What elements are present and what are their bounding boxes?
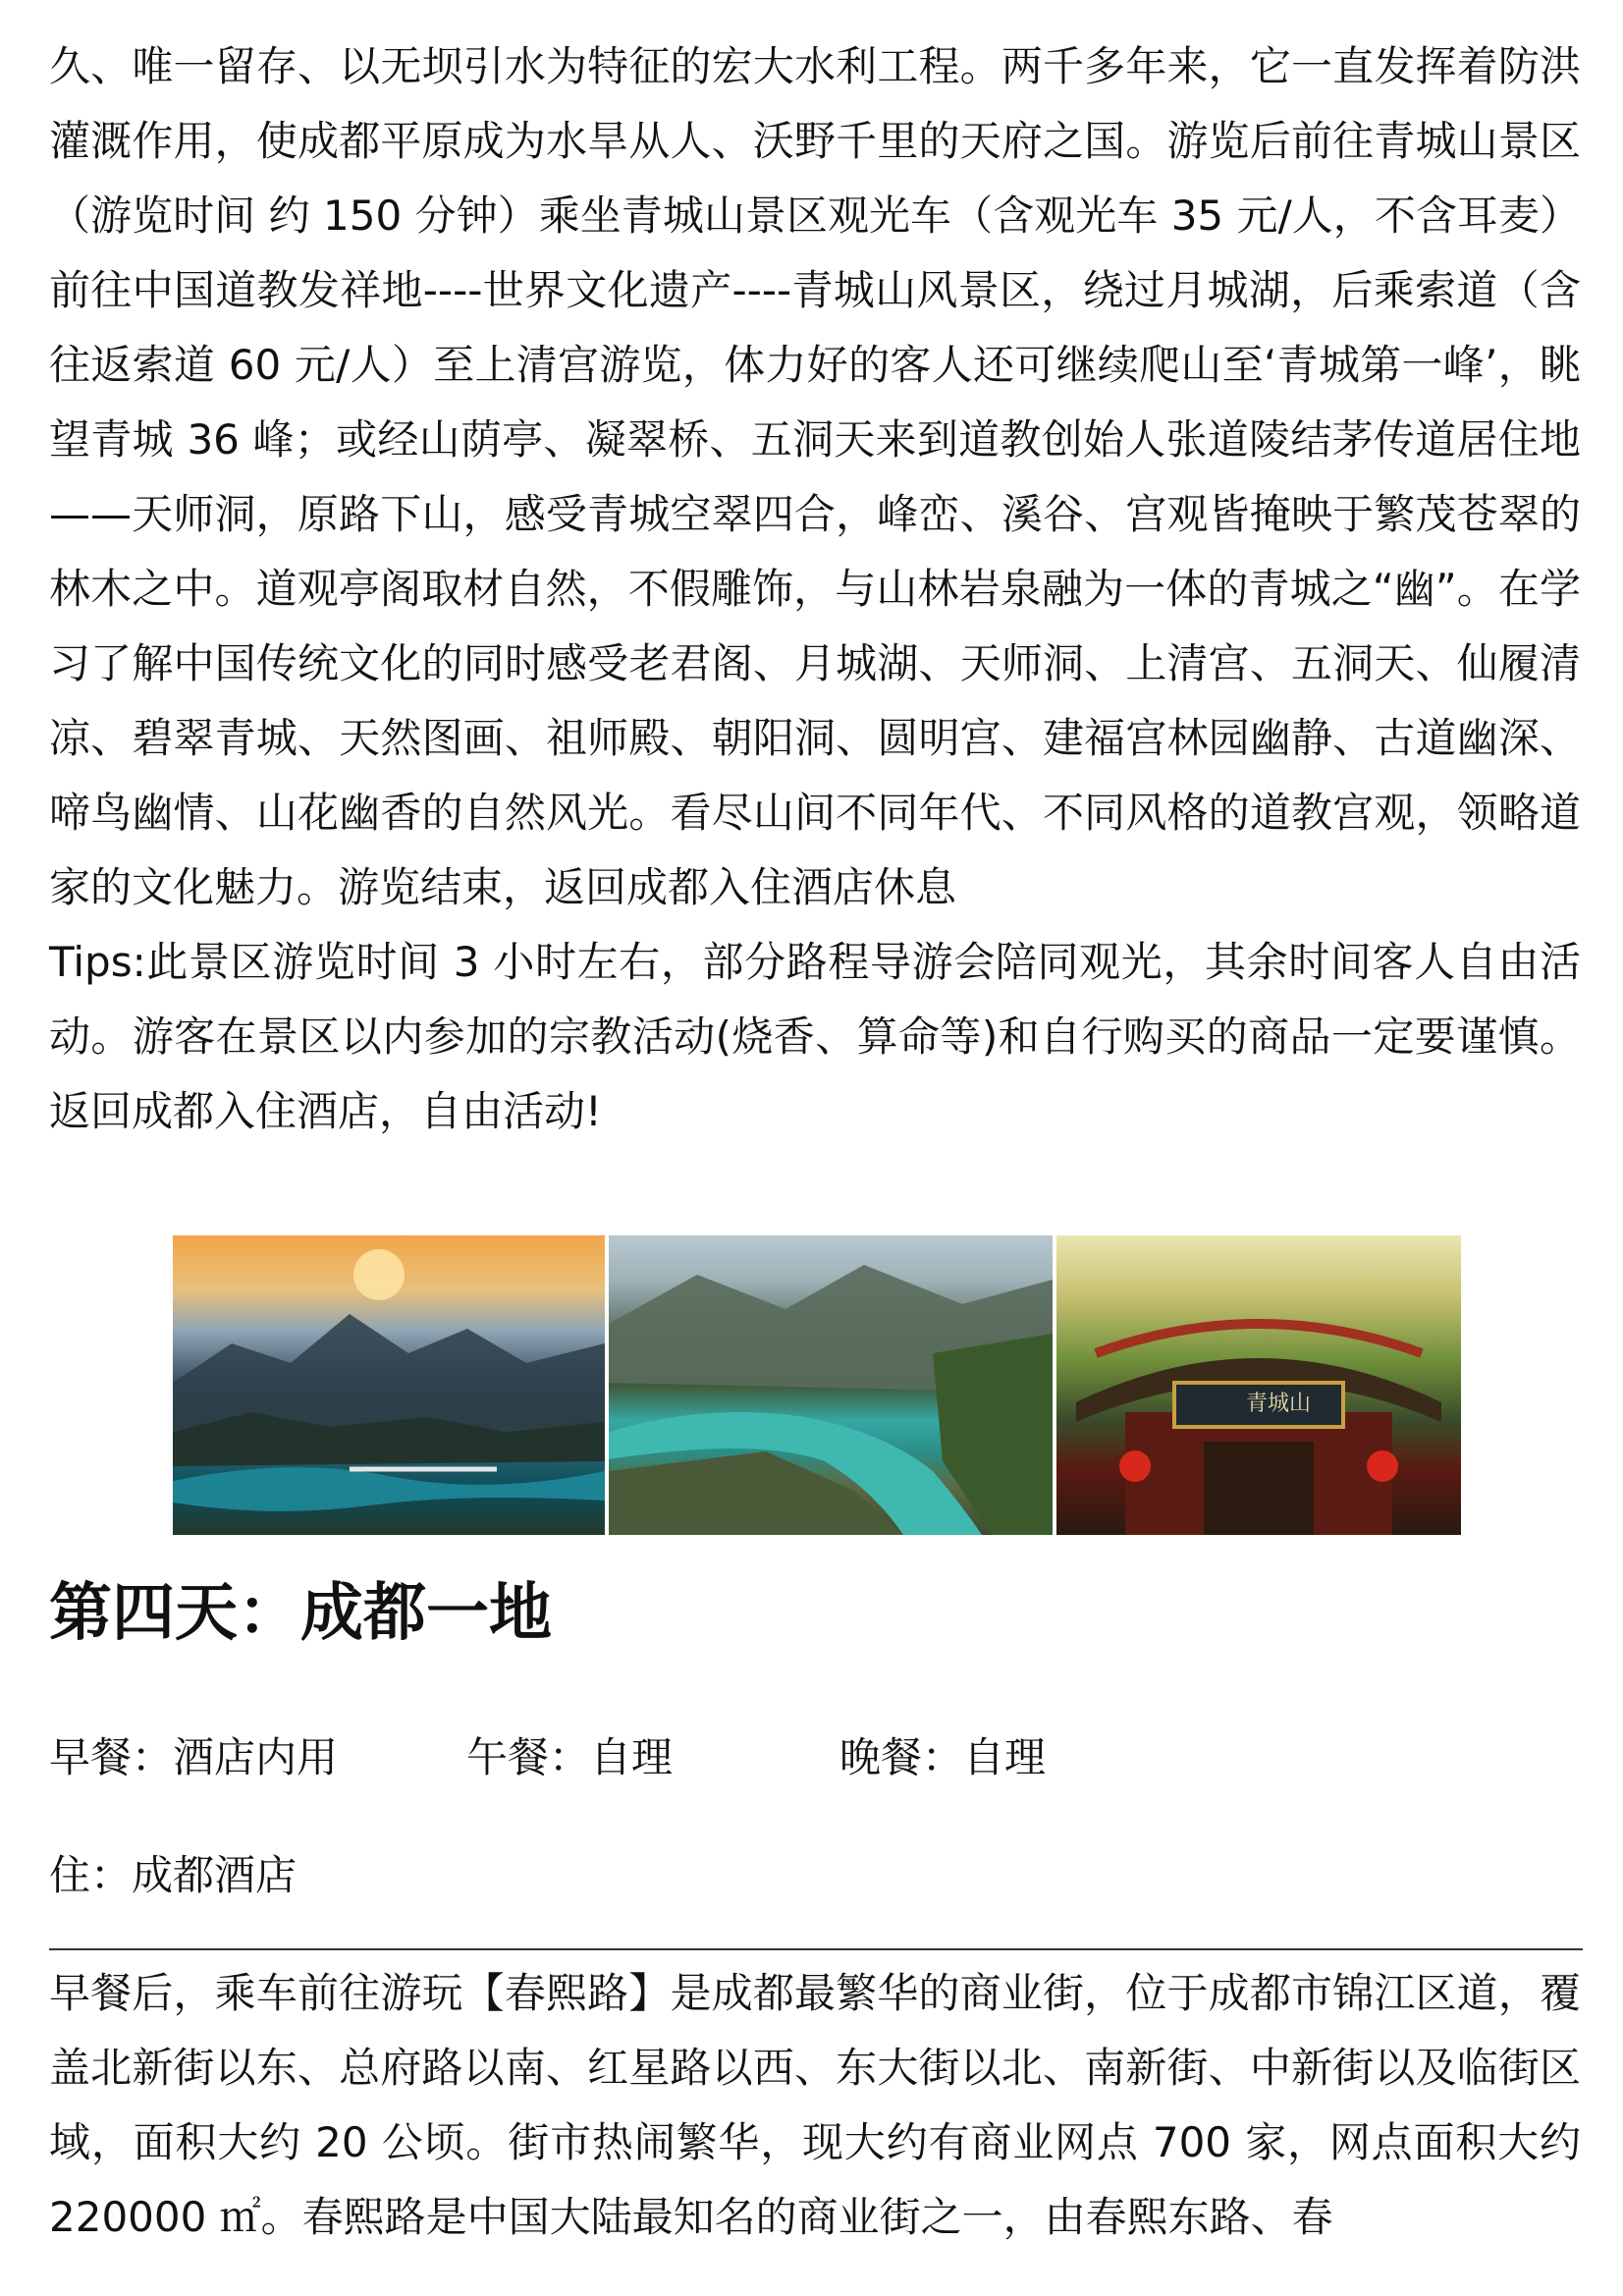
accommodation-info: 住：成都酒店: [49, 1851, 298, 1899]
breakfast-info: 早餐：酒店内用: [49, 1733, 339, 1781]
gate-sign-text: 青城山: [1245, 1392, 1311, 1416]
dinner-info: 晚餐：自理: [839, 1733, 1047, 1781]
river-valley-aerial-photo: [609, 1235, 1053, 1535]
dujiangyan-sunset-photo: [173, 1235, 605, 1535]
lunch-info: 午餐：自理: [466, 1733, 674, 1781]
photo-strip: [173, 1235, 1461, 1535]
section-divider: [49, 1948, 1583, 1950]
intro-section: [49, 29, 1581, 1149]
qingchengshan-gate-photo: [1056, 1235, 1461, 1535]
day4-heading: 第四天：成都一地: [49, 1577, 552, 1650]
tips-paragraph: Tips:此景区游览时间 3 小时左右，部分路程导游会陪同观光，其余时间客人自由活动。游客在景区以内参加的宗教活动(烧香、算命等)和自行购买的商品一定要谨慎。返回成都入住酒店，自由活动!: [49, 938, 1581, 1135]
day4-paragraph: 早餐后，乘车前往游玩【春熙路】是成都最繁华的商业街，位于成都市锦江区道，覆盖北新街以东、总府路以南、红星路以西、东大街以北、南新街、中新街以及临街区域，面积大约 20 公顷。街市热闹繁华，现大约有商业网点 700 家，网点面积大约 220000 ㎡。春熙路是中国大陆最知名的商业街之一，由春熙东路、春: [49, 1969, 1581, 2241]
intro-paragraph: 久、唯一留存、以无坝引水为特征的宏大水利工程。两千多年来，它一直发挥着防洪灌溉作用，使成都平原成为水旱从人、沃野千里的天府之国。游览后前往青城山景区（游览时间 约 150 分钟）乘坐青城山景区观光车（含观光车 35 元/人，不含耳麦）前往中国道教发祥地----世界文化遗产----青城山风景区，绕过月城湖，后乘索道（含往返索道 60 元/人）至上清宫游览，体力好的客人还可继续爬山至‘青城第一峰’，眺望青城 36 峰；或经山荫亭、凝翠桥、五洞天来到道教创始人张道陵结茅传道居住地——天师洞，原路下山，感受青城空翠四合，峰峦、溪谷、宫观皆掩映于繁茂苍翠的林木之中。道观亭阁取材自然，不假雕饰，与山林岩泉融为一体的青城之“幽”。在学习了解中国传统文化的同时感受老君阁、月城湖、天师洞、上清宫、五洞天、仙履清凉、碧翠青城、天然图画、祖师殿、朝阳洞、圆明宫、建福宫林园幽静、古道幽深、啼鸟幽情、山花幽香的自然风光。看尽山间不同年代、不同风格的道教宫观，领略道家的文化魅力。游览结束，返回成都入住酒店休息: [49, 42, 1581, 911]
